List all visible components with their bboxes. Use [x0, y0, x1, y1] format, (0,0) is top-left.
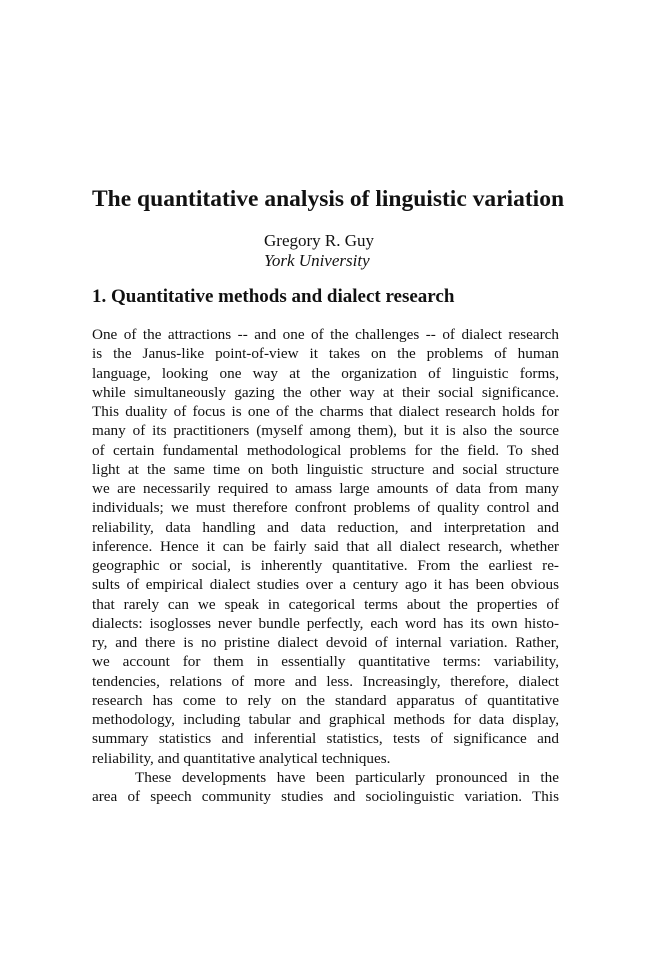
text-line: One of the attractions -- and one of the challenges -- of dialect research: [92, 326, 559, 343]
text-line: dialects: isoglosses never bundle perfectly, each word has its own histo-: [92, 614, 559, 632]
text-line: we account for them in essentially quantitative terms: variability,: [92, 653, 559, 671]
text-line: light at the same time on both linguistic structure and social structure: [92, 460, 559, 478]
author-affiliation: York University: [264, 251, 370, 270]
text-line: is the Janus-like point-of-view it takes on the problems of human: [92, 345, 559, 363]
text-line: reliability, and quantitative analytical techniques.: [92, 749, 391, 767]
text-line: many of its practitioners (myself among them), but it is also the source: [92, 422, 559, 440]
body-text: [92, 325, 559, 806]
text-line: methodology, including tabular and graphical methods for data display,: [92, 711, 559, 728]
text-line: of certain fundamental methodological problems for the field. To shed: [92, 441, 559, 459]
text-line: language, looking one way at the organization of linguistic forms,: [92, 364, 559, 382]
author-block: [264, 231, 374, 271]
text-line: we are necessarily required to amass large amounts of data from many: [92, 480, 559, 497]
text-line: individuals; we must therefore confront problems of quality control and: [92, 499, 559, 517]
text-line: This duality of focus is one of the charms that dialect research holds for: [92, 403, 559, 420]
paper-title: The quantitative analysis of linguistic variation: [92, 186, 565, 212]
text-line: while simultaneously gazing the other way at their social significance.: [92, 383, 559, 401]
paragraph-1: [92, 325, 559, 768]
text-line: summary statistics and inferential statistics, tests of significance and: [92, 730, 559, 748]
text-line: These developments have been particularly pronounced in the: [135, 768, 559, 786]
text-line: reliability, data handling and data reduction, and interpretation and: [92, 518, 559, 536]
text-line: inference. Hence it can be fairly said that all dialect research, whether: [92, 537, 559, 555]
author-name: Gregory R. Guy: [264, 231, 375, 250]
text-line: tendencies, relations of more and less. Increasingly, therefore, dialect: [92, 672, 559, 690]
text-line: area of speech community studies and sociolinguistic variation. This: [92, 788, 559, 805]
text-line: research has come to rely on the standard apparatus of quantitative: [92, 691, 559, 709]
paragraph-2: [92, 768, 559, 807]
text-line: sults of empirical dialect studies over a century ago it has been obvious: [92, 576, 559, 594]
section-heading: 1. Quantitative methods and dialect research: [92, 286, 455, 307]
text-line: ry, and there is no pristine dialect devoid of internal variation. Rather,: [92, 634, 559, 651]
text-line: that rarely can we speak in categorical terms about the properties of: [92, 595, 559, 613]
text-line: geographic or social, is inherently quantitative. From the earliest re-: [92, 557, 559, 574]
